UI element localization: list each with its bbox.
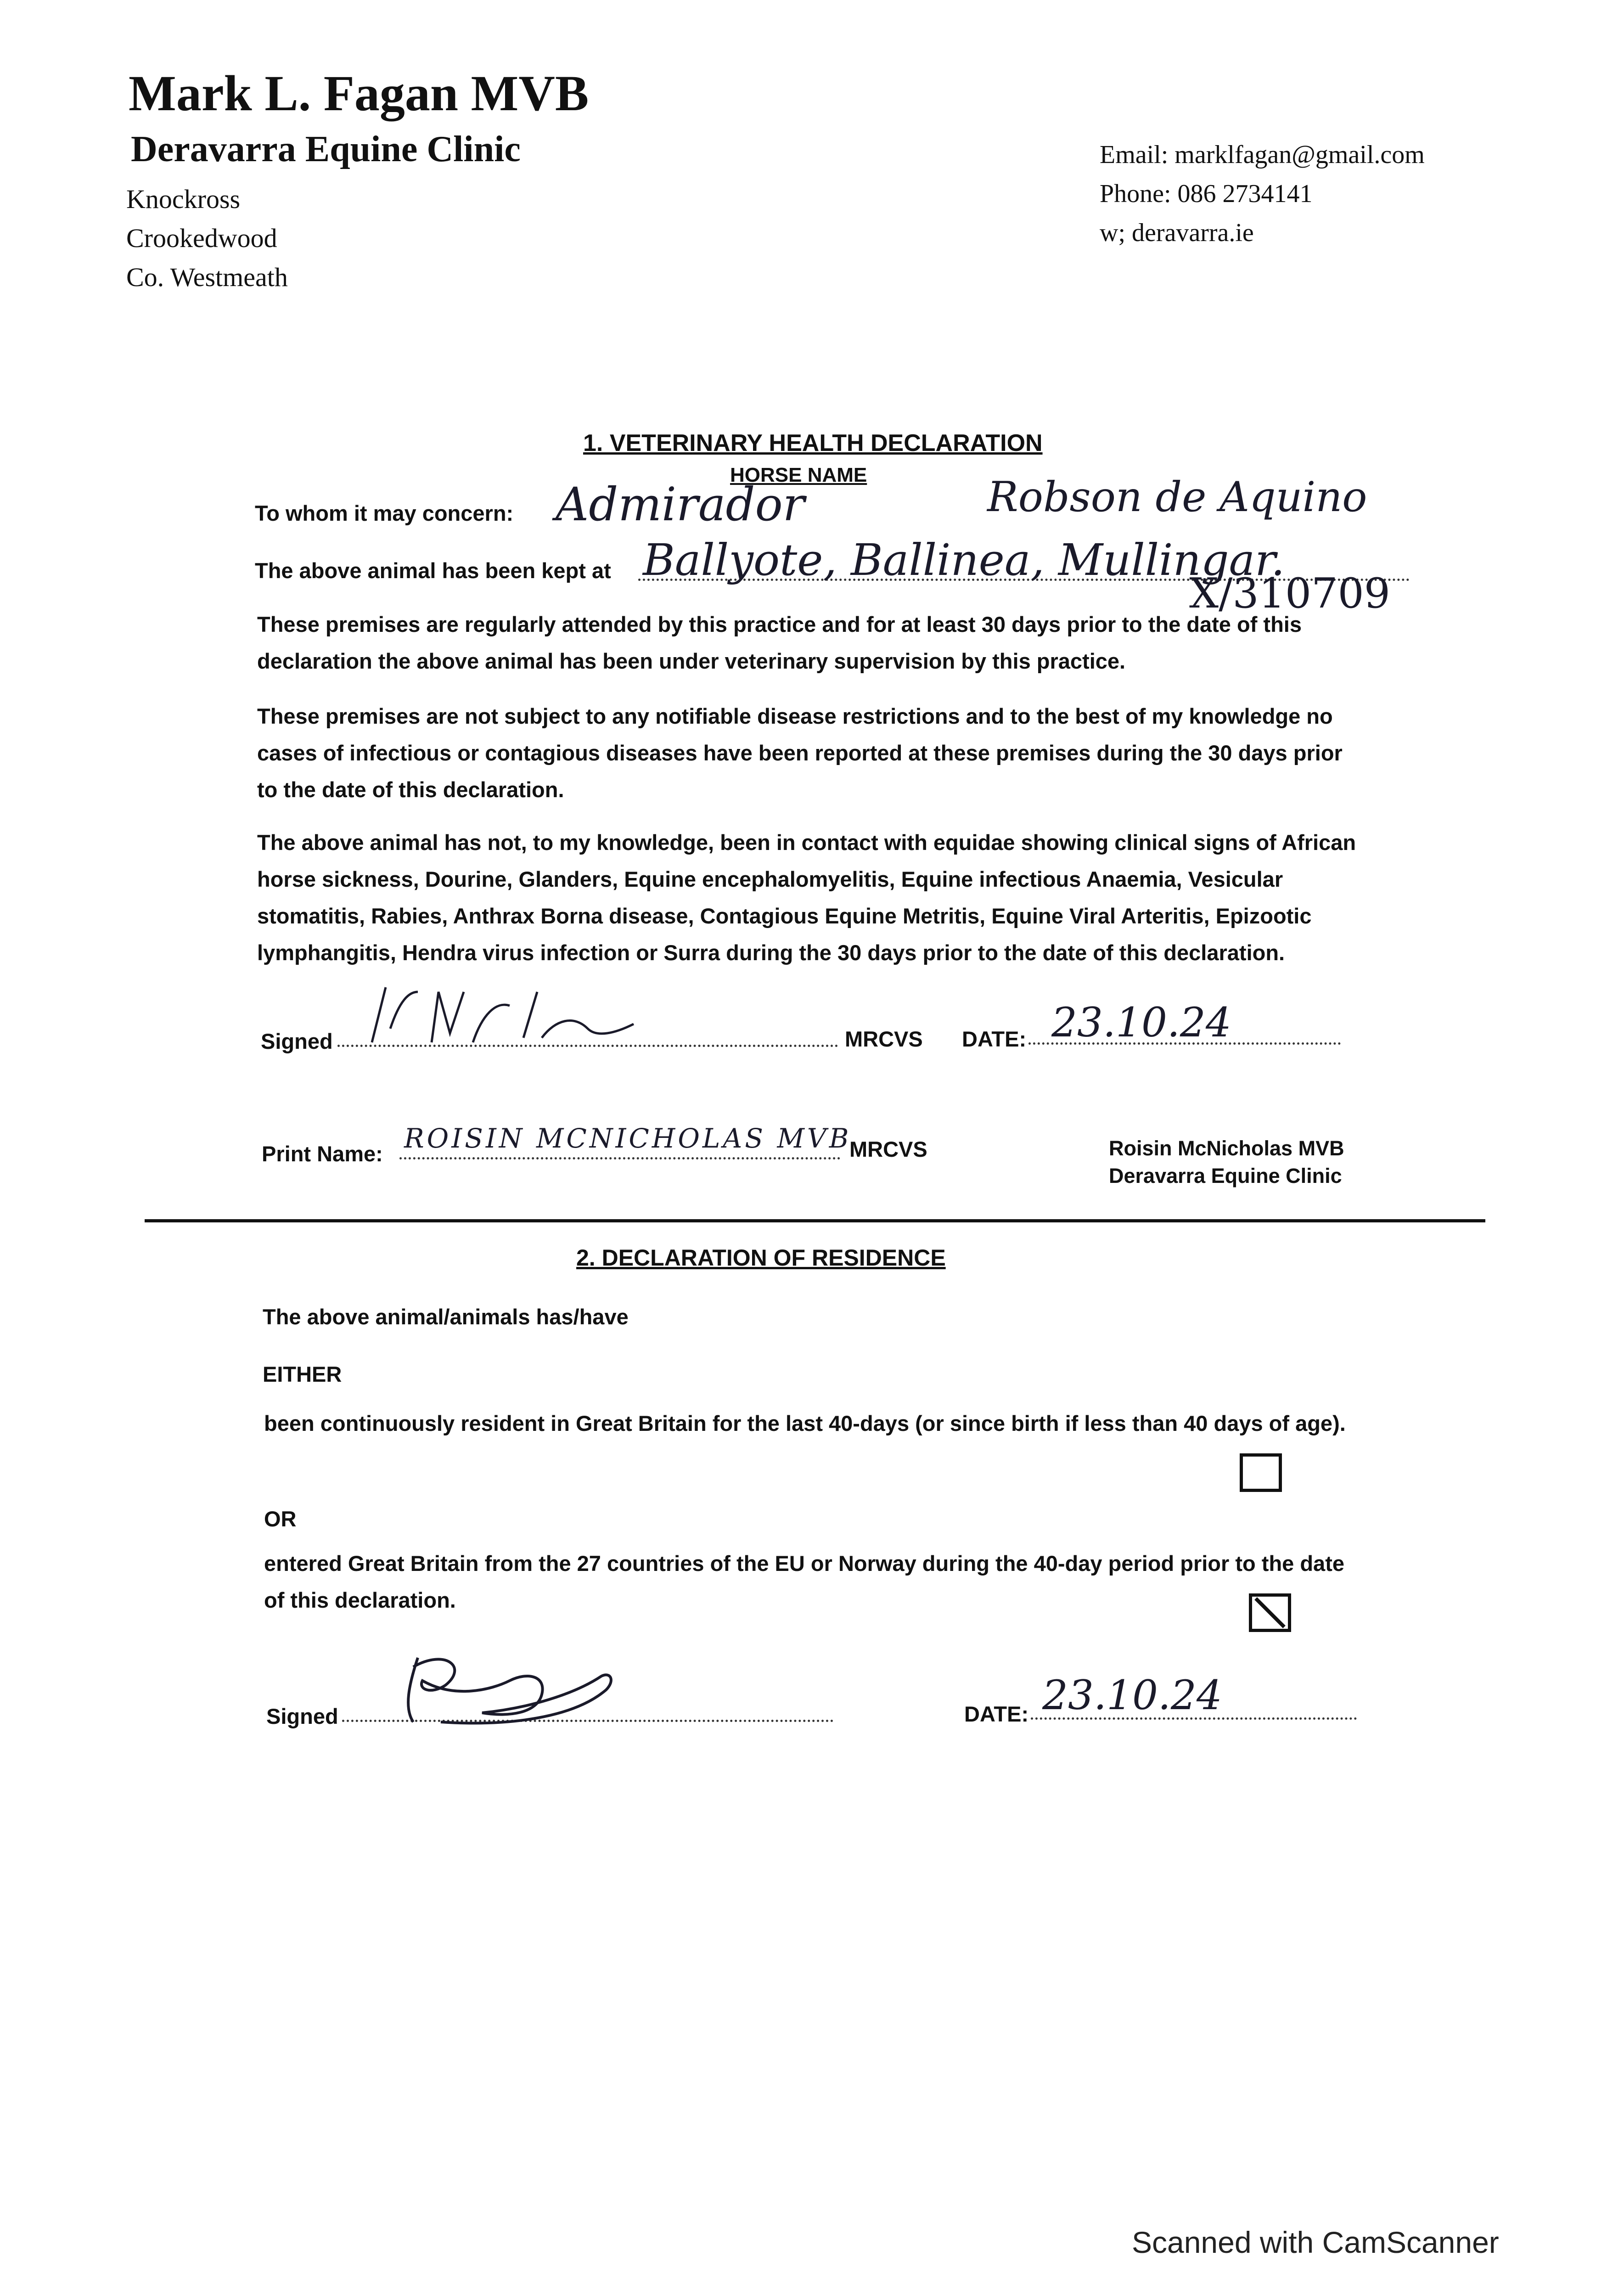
premises-ref-handwritten: X/310709: [1189, 569, 1390, 618]
section1-signed-label: Signed: [261, 1029, 333, 1053]
horse-name-handwritten: Admirador: [556, 478, 805, 531]
section1-para2: These premises are not subject to any notifiable disease restrictions and to the best of my knowledge no cases of infectious or contagious diseases have been reported at these premises during the 30 days prior to the date of this declaration.: [257, 704, 1343, 802]
contact-web: w; deravarra.ie: [1100, 219, 1254, 247]
check-mark-icon: [1252, 1597, 1288, 1629]
section2-intro: The above animal/animals has/have: [263, 1305, 629, 1329]
section2-signed-label: Signed: [266, 1704, 338, 1728]
contact-phone: Phone: 086 2734141: [1100, 180, 1313, 208]
section1-date-handwritten: 23.10.24: [1051, 999, 1231, 1046]
section1-date-label: DATE:: [962, 1027, 1027, 1051]
horse-name2-handwritten: Robson de Aquino: [987, 473, 1367, 521]
kept-at-handwritten: Ballyote, Ballinea, Mullingar.: [643, 535, 1285, 585]
print-name-mrcvs: MRCVS: [849, 1137, 927, 1161]
section2-date-handwritten: 23.10.24: [1042, 1671, 1222, 1719]
stamp-clinic: Deravarra Equine Clinic: [1109, 1164, 1342, 1187]
print-name-label: Print Name:: [262, 1142, 383, 1166]
address-line-2: Crookedwood: [126, 223, 277, 253]
vet-name: Mark L. Fagan MVB: [129, 65, 589, 121]
section1-signature-mark: [358, 974, 652, 1052]
to-whom-label: To whom it may concern:: [255, 501, 514, 525]
section1-para1: These premises are regularly attended by this practice and for at least 30 days prior to the date of this declaration the above animal has been under veterinary supervision by this practice.: [257, 612, 1302, 673]
section2-either: EITHER: [263, 1362, 342, 1386]
section2-option1: been continuously resident in Great Britain for the last 40-days (or since birth if less than 40 days of age).: [264, 1411, 1346, 1435]
section2-signature-mark: [390, 1639, 629, 1736]
camscanner-watermark: Scanned with CamScanner: [1132, 2225, 1499, 2259]
clinic-name: Deravarra Equine Clinic: [131, 129, 521, 169]
print-name-handwritten: ROISIN MCNICHOLAS MVB: [404, 1123, 852, 1154]
option1-checkbox[interactable]: [1240, 1453, 1282, 1492]
address-line-1: Knockross: [126, 184, 241, 214]
contact-email: Email: marklfagan@gmail.com: [1100, 141, 1425, 169]
section2-or: OR: [264, 1507, 297, 1531]
address-line-3: Co. Westmeath: [126, 262, 288, 292]
section1-para3: The above animal has not, to my knowledge, been in contact with equidae showing clinical signs of African horse sickness, Dourine, Glanders, Equine encephalomyelitis, Equine infectious Anaemia, Vesicular stomatitis, Rabies, Anthrax Borna disease, Contagious Equine Metritis, Equine Viral Arteritis, Epizootic lymphangitis, Hendra virus infection or Surra during the 30 days prior to the date of this declaration.: [257, 830, 1356, 965]
section2-option2: entered Great Britain from the 27 countries of the EU or Norway during the 40-day period prior to the date of this declaration.: [264, 1551, 1344, 1612]
section-divider: [145, 1219, 1485, 1222]
stamp-name: Roisin McNicholas MVB: [1109, 1137, 1344, 1160]
section1-heading: 1. VETERINARY HEALTH DECLARATION: [583, 430, 1043, 456]
section1-mrcvs: MRCVS: [845, 1027, 923, 1051]
horse-name-label: HORSE NAME: [730, 464, 867, 486]
option2-checkbox[interactable]: [1249, 1593, 1291, 1632]
section2-date-label: DATE:: [964, 1702, 1029, 1726]
section2-heading: 2. DECLARATION OF RESIDENCE: [576, 1245, 946, 1271]
kept-at-label: The above animal has been kept at: [255, 558, 611, 583]
